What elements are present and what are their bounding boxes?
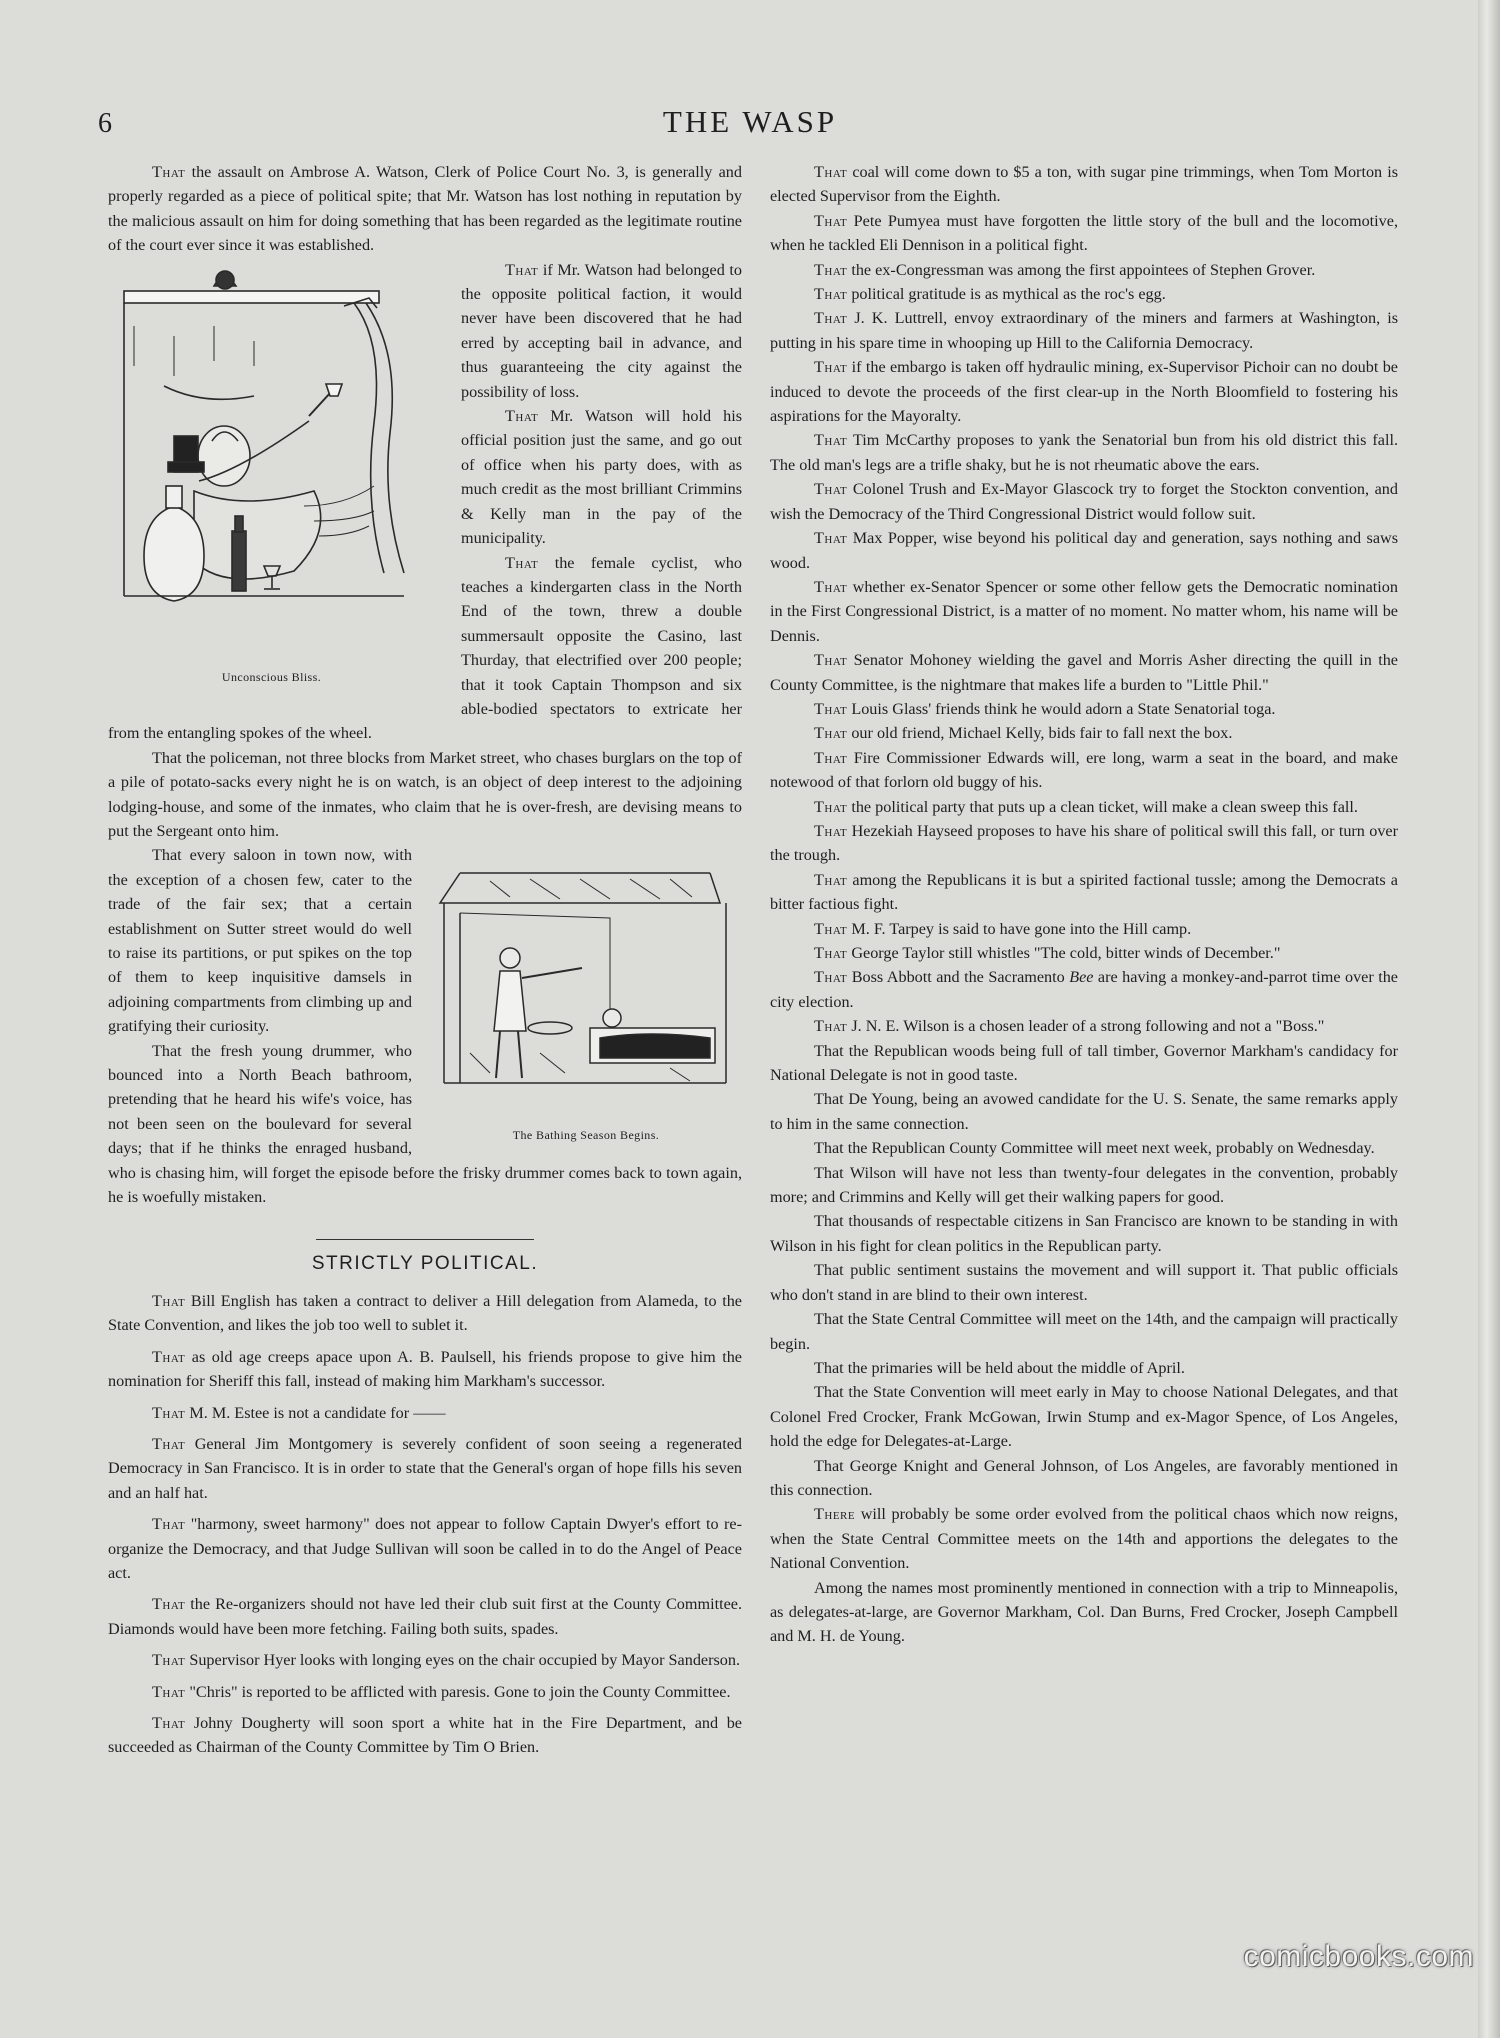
paragraph: That the policeman, not three blocks from Market street, who chases burglars on the top of a pile of potato-sacks every night he is on watch, is an object of deep interest to the adjoining lodging-house, and some of the inmates, who claim that he is over-fresh, are devising means to put the Sergeant onto him. — [108, 748, 742, 840]
illustration-bathing-season — [430, 853, 742, 1147]
paragraph: That Boss Abbott and the Sacramento Bee are having a monkey-and-parrot time over the city election. — [770, 968, 1398, 1011]
paragraph: Among the names most prominently mentioned in connection with a trip to Minneapolis, as delegates-at-large, are Governor Markham, Col. Dan Burns, Fred Crocker, Joseph Campbell and M. H. de Young. — [770, 1578, 1398, 1646]
paragraph: That the primaries will be held about the middle of April. — [814, 1358, 1185, 1377]
paragraph: That our old friend, Michael Kelly, bids fair to fall next the box. — [814, 724, 1233, 743]
paragraph: That J. K. Luttrell, envoy extraordinary of the miners and farmers at Washington, is putting in his spare time in whooping up Hill to the California Democracy. — [770, 309, 1398, 352]
paragraph: That the female cyclist, who teaches a kindergarten class in the North End of the town, threw a double summersault opposite the Casino, last Thurday, that electrified over 200 people; that it took Captain Thompson and six able-bodied spectators to extricate her from the entangling spokes of the wheel. — [108, 553, 742, 743]
paragraph: There will probably be some order evolved from the political chaos which now reigns, when the State Central Committee meets on the 14th and apportions the delegates to the National Convention. — [770, 1505, 1398, 1573]
paragraph: That the State Central Committee will meet on the 14th, and the campaign will practically begin. — [770, 1310, 1398, 1353]
paragraph: That M. M. Estee is not a candidate for —— — [152, 1403, 446, 1422]
section-heading: STRICTLY POLITICAL. — [311, 1253, 539, 1275]
paragraph: That De Young, being an avowed candidate for the U. S. Senate, the same remarks apply to him in the same connection. — [770, 1090, 1398, 1133]
paragraph: That George Knight and General Johnson, of Los Angeles, are favorably mentioned in this connection. — [770, 1456, 1398, 1499]
section-divider — [316, 1239, 534, 1240]
paragraph: That the Republican woods being full of tall timber, Governor Markham's candidacy for National Delegate is not in good taste. — [770, 1041, 1398, 1085]
paragraph: That Mr. Watson will hold his official position just the same, and go out of office when his party does, with as much credit as the most brilliant Crimmins & Kelly man in the pay of the municipality. — [461, 407, 742, 548]
paragraph: That Fire Commissioner Edwards will, ere long, warm a seat in the board, and make notewood of that forlorn old buggy of his. — [770, 748, 1398, 792]
paragraph: That M. F. Tarpey is said to have gone into the Hill camp. — [814, 919, 1192, 938]
paragraph: That if Mr. Watson had belonged to the opposite political faction, it would never have been discovered that he had erred by accepting bail in advance, and thus guaranteeing the city against the possibility of loss. — [461, 260, 742, 401]
paragraph: That J. N. E. Wilson is a chosen leader of a strong following and not a "Boss." — [814, 1017, 1325, 1036]
paragraph: That the Republican County Committee will meet next week, probably on Wednesday. — [814, 1139, 1375, 1158]
caption-unconscious-bliss: Unconscious Bliss. — [221, 669, 322, 684]
paragraph: That Supervisor Hyer looks with longing eyes on the chair occupied by Mayor Sanderson. — [152, 1651, 741, 1670]
paragraph: That the State Convention will meet early in May to choose National Delegates, and that Colonel Fred Crocker, Frank McGowan, Irwin Stump and ex-Magor Spence, of Los Angeles, hold the edge for Delegates-at-Large. — [770, 1383, 1398, 1451]
illustration-unconscious-bliss — [104, 266, 439, 696]
paragraph: That Pete Pumyea must have forgotten the little story of the bull and the locomotive, when he tackled Eli Dennison in a political fight. — [770, 211, 1398, 255]
paragraph: That "harmony, sweet harmony" does not appear to follow Captain Dwyer's effort to re-organize the Democracy, and that Judge Sullivan will soon be called in to do the Angel of Peace act. — [108, 1515, 742, 1582]
paragraph: That among the Republicans it is but a spirited factional tussle; among the Democrats a bitter factious fight. — [770, 870, 1398, 914]
paragraph: That Senator Mohoney wielding the gavel and Morris Asher directing the quill in the County Committee, is the nightmare that makes life a burden to "Little Phil." — [770, 651, 1398, 694]
paragraph: That if the embargo is taken off hydraulic mining, ex-Supervisor Pichoir can no doubt be induced to devote the proceeds of the first clear-up in the North Bloomfield to fostering his aspirations for the Mayoralty. — [770, 358, 1398, 426]
paragraph: That Max Popper, wise beyond his political day and generation, says nothing and saws wood. — [770, 529, 1398, 572]
paragraph: That as old age creeps apace upon A. B. Paulsell, his friends propose to give him the nomination for Sheriff this fall, instead of making him Markham's successor. — [108, 1347, 742, 1391]
masthead-title: THE WASP — [662, 104, 838, 139]
paragraph: That the ex-Congressman was among the first appointees of Stephen Grover. — [814, 260, 1316, 279]
paragraph: That the political party that puts up a clean ticket, will make a clean sweep this fall. — [814, 797, 1358, 816]
watermark: comicbooks.com — [1243, 1940, 1474, 1973]
paragraph: That political gratitude is as mythical as the roc's egg. — [814, 285, 1166, 304]
paragraph: That the fresh young drummer, who bounced into a North Beach bathroom, pretending that he heard his wife's voice, has not been seen on the boulevard for several days; that if he thinks the enraged husband, who is chasing him, will forget the episode before the frisky drummer comes back to town again, he is woefully mistaken. — [108, 1041, 742, 1207]
paragraph: That thousands of respectable citizens in San Francisco are known to be standing in with Wilson in his fight for clean politics in the Republican party. — [770, 1212, 1398, 1255]
paragraph: That Tim McCarthy proposes to yank the Senatorial bun from his old district this fall. The old man's legs are a trifle shaky, but he is not rheumatic above the ears. — [770, 431, 1398, 474]
caption-bathing-season: The Bathing Season Begins. — [512, 1128, 660, 1143]
paragraph: That the assault on Ambrose A. Watson, Clerk of Police Court No. 3, is generally and properly regarded as a piece of political spite; that Mr. Watson has lost nothing in reputation by the malicious assault on him for doing something that has been regarded as the legitimate routine of the court ever since it was established. — [108, 163, 742, 255]
paragraph: That Bill English has taken a contract to deliver a Hill delegation from Alameda, to the State Convention, and likes the job too well to sublet it. — [108, 1291, 742, 1335]
paragraph: That Colonel Trush and Ex-Mayor Glascock try to forget the Stockton convention, and wish the Democracy of the Third Congressional District would follow suit. — [770, 480, 1398, 523]
bathing-drawing — [430, 853, 742, 1119]
page-number: 6 — [98, 108, 112, 139]
left-column — [108, 160, 742, 1760]
paragraph: That George Taylor still whistles "The cold, bitter winds of December." — [814, 944, 1281, 962]
bliss-drawing — [104, 266, 439, 661]
paragraph: That Louis Glass' friends think he would adorn a State Senatorial toga. — [814, 699, 1276, 718]
paragraph: That the Re-organizers should not have led their club suit first at the County Committee. Diamonds would have been more fetching. Failing both suits, spades. — [108, 1595, 742, 1638]
paragraph: That Johny Dougherty will soon sport a white hat in the Fire Department, and be succeeded as Chairman of the County Committee by Tim O Brien. — [108, 1713, 742, 1757]
paragraph: That Wilson will have not less than twenty-four delegates in the convention, probably more; and Crimmins and Kelly will get their walking papers for good. — [770, 1163, 1398, 1207]
paragraph: That Hezekiah Hayseed proposes to have his share of political swill this fall, or turn over the trough. — [770, 821, 1398, 865]
paragraph: That whether ex-Senator Spencer or some other fellow gets the Democratic nomination in the First Congressional District, is a matter of no moment. No matter whom, his name will be Dennis. — [770, 577, 1398, 645]
page-edge — [1478, 0, 1500, 2038]
paragraph: That public sentiment sustains the movement and will support it. That public officials who don't stand in are blind to their own interest. — [770, 1261, 1398, 1304]
right-column — [770, 160, 1398, 1649]
paragraph: That "Chris" is reported to be afflicted with paresis. Gone to join the County Committee. — [152, 1682, 731, 1701]
paragraph: That coal will come down to $5 a ton, with sugar pine trimmings, when Tom Morton is elected Supervisor from the Eighth. — [770, 163, 1398, 206]
paragraph: That General Jim Montgomery is severely confident of soon seeing a regenerated Democracy in San Francisco. It is in order to state that the General's organ of hope fills his seven and an half hat. — [108, 1434, 742, 1502]
paragraph: That every saloon in town now, with the exception of a chosen few, cater to the trade of the fair sex; that a certain establishment on Sutter street would do well to raise its partitions, or put spikes on the top of them to keep inquisitive damsels in adjoining compartments from climbing up and gratifying their curiosity. — [108, 846, 412, 1036]
